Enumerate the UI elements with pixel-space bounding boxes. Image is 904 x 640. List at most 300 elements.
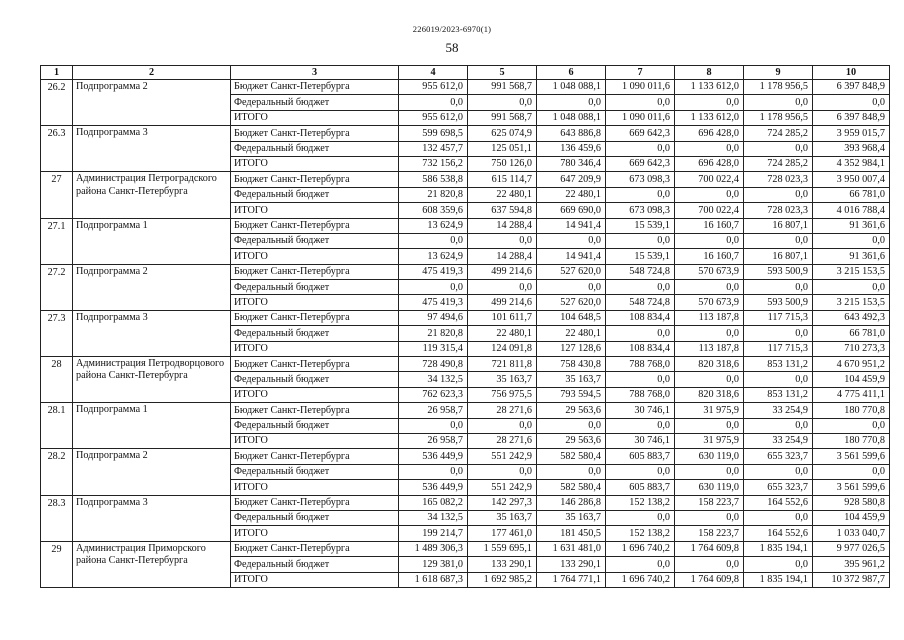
- funding-source: ИТОГО: [231, 480, 399, 495]
- year-value: 593 500,9: [744, 264, 813, 279]
- year-value: 35 163,7: [537, 510, 606, 525]
- funding-source: Бюджет Санкт-Петербурга: [231, 218, 399, 233]
- year-value: 125 051,1: [468, 141, 537, 156]
- year-value: 14 288,4: [468, 218, 537, 233]
- year-value: 0,0: [468, 233, 537, 248]
- year-value: 113 187,8: [675, 341, 744, 356]
- funding-source: Бюджет Санкт-Петербурга: [231, 80, 399, 95]
- year-value: 955 612,0: [399, 110, 468, 125]
- year-value: 570 673,9: [675, 295, 744, 310]
- year-value: 0,0: [744, 95, 813, 110]
- total-value: 10 372 987,7: [813, 572, 890, 587]
- year-value: 548 724,8: [606, 264, 675, 279]
- column-header: 7: [606, 66, 675, 80]
- year-value: 955 612,0: [399, 80, 468, 95]
- year-value: 756 975,5: [468, 387, 537, 402]
- funding-source: ИТОГО: [231, 433, 399, 448]
- table-row: [41, 126, 890, 141]
- year-value: 16 160,7: [675, 218, 744, 233]
- year-value: 15 539,1: [606, 218, 675, 233]
- year-value: 605 883,7: [606, 449, 675, 464]
- year-value: 0,0: [537, 95, 606, 110]
- year-value: 599 698,5: [399, 126, 468, 141]
- year-value: 30 746,1: [606, 403, 675, 418]
- year-value: 1 835 194,1: [744, 572, 813, 587]
- item-name: Подпрограмма 2: [73, 449, 231, 495]
- year-value: 1 631 481,0: [537, 541, 606, 556]
- year-value: 0,0: [744, 372, 813, 387]
- year-value: 177 461,0: [468, 526, 537, 541]
- funding-source: Федеральный бюджет: [231, 557, 399, 572]
- year-value: 26 958,7: [399, 433, 468, 448]
- item-name: Подпрограмма 3: [73, 310, 231, 356]
- year-value: 152 138,2: [606, 495, 675, 510]
- year-value: 31 975,9: [675, 403, 744, 418]
- year-value: 551 242,9: [468, 449, 537, 464]
- funding-source: ИТОГО: [231, 341, 399, 356]
- year-value: 499 214,6: [468, 295, 537, 310]
- table-row: [41, 495, 890, 510]
- year-value: 117 715,3: [744, 341, 813, 356]
- total-value: 66 781,0: [813, 187, 890, 202]
- year-value: 630 119,0: [675, 449, 744, 464]
- year-value: 13 624,9: [399, 218, 468, 233]
- total-value: 3 215 153,5: [813, 264, 890, 279]
- year-value: 700 022,4: [675, 203, 744, 218]
- year-value: 732 156,2: [399, 156, 468, 171]
- funding-source: Федеральный бюджет: [231, 280, 399, 295]
- funding-source: Бюджет Санкт-Петербурга: [231, 403, 399, 418]
- year-value: 643 886,8: [537, 126, 606, 141]
- item-code: 26.3: [41, 126, 73, 172]
- year-value: 0,0: [675, 326, 744, 341]
- year-value: 0,0: [399, 233, 468, 248]
- year-value: 0,0: [468, 280, 537, 295]
- year-value: 724 285,2: [744, 156, 813, 171]
- year-value: 29 563,6: [537, 403, 606, 418]
- total-value: 4 352 984,1: [813, 156, 890, 171]
- year-value: 164 552,6: [744, 495, 813, 510]
- column-header: 5: [468, 66, 537, 80]
- year-value: 28 271,6: [468, 433, 537, 448]
- total-value: 3 950 007,4: [813, 172, 890, 187]
- column-number-row: [41, 66, 890, 80]
- total-value: 0,0: [813, 418, 890, 433]
- year-value: 108 834,4: [606, 310, 675, 325]
- item-name: Администрация Петродворцового района Санкт-Петербурга: [73, 357, 231, 403]
- year-value: 136 459,6: [537, 141, 606, 156]
- year-value: 14 288,4: [468, 249, 537, 264]
- year-value: 608 359,6: [399, 203, 468, 218]
- total-value: 4 670 951,2: [813, 357, 890, 372]
- total-value: 0,0: [813, 233, 890, 248]
- year-value: 0,0: [537, 418, 606, 433]
- year-value: 0,0: [744, 187, 813, 202]
- year-value: 101 611,7: [468, 310, 537, 325]
- total-value: 3 561 599,6: [813, 449, 890, 464]
- year-value: 820 318,6: [675, 387, 744, 402]
- year-value: 527 620,0: [537, 264, 606, 279]
- year-value: 0,0: [675, 187, 744, 202]
- year-value: 0,0: [606, 280, 675, 295]
- table-body: [41, 80, 890, 588]
- total-value: 91 361,6: [813, 218, 890, 233]
- year-value: 22 480,1: [468, 326, 537, 341]
- year-value: 0,0: [606, 557, 675, 572]
- year-value: 108 834,4: [606, 341, 675, 356]
- year-value: 29 563,6: [537, 433, 606, 448]
- year-value: 14 941,4: [537, 218, 606, 233]
- column-header: 3: [231, 66, 399, 80]
- item-code: 26.2: [41, 80, 73, 126]
- year-value: 1 178 956,5: [744, 80, 813, 95]
- year-value: 0,0: [744, 418, 813, 433]
- year-value: 0,0: [606, 233, 675, 248]
- year-value: 21 820,8: [399, 326, 468, 341]
- total-value: 4 016 788,4: [813, 203, 890, 218]
- item-code: 29: [41, 541, 73, 587]
- funding-source: Федеральный бюджет: [231, 187, 399, 202]
- column-header: 9: [744, 66, 813, 80]
- year-value: 34 132,5: [399, 372, 468, 387]
- year-value: 615 114,7: [468, 172, 537, 187]
- year-value: 16 807,1: [744, 249, 813, 264]
- year-value: 728 023,3: [744, 172, 813, 187]
- funding-source: Бюджет Санкт-Петербурга: [231, 357, 399, 372]
- funding-source: ИТОГО: [231, 249, 399, 264]
- year-value: 728 023,3: [744, 203, 813, 218]
- table-row: [41, 264, 890, 279]
- year-value: 146 286,8: [537, 495, 606, 510]
- funding-source: Бюджет Санкт-Петербурга: [231, 541, 399, 556]
- total-value: 3 215 153,5: [813, 295, 890, 310]
- year-value: 0,0: [468, 464, 537, 479]
- funding-source: Федеральный бюджет: [231, 326, 399, 341]
- total-value: 4 775 411,1: [813, 387, 890, 402]
- year-value: 16 807,1: [744, 218, 813, 233]
- year-value: 0,0: [468, 95, 537, 110]
- year-value: 0,0: [744, 464, 813, 479]
- total-value: 104 459,9: [813, 372, 890, 387]
- year-value: 104 648,5: [537, 310, 606, 325]
- item-code: 27.3: [41, 310, 73, 356]
- year-value: 724 285,2: [744, 126, 813, 141]
- year-value: 22 480,1: [537, 187, 606, 202]
- year-value: 1 048 088,1: [537, 110, 606, 125]
- item-name: Подпрограмма 1: [73, 218, 231, 264]
- year-value: 605 883,7: [606, 480, 675, 495]
- year-value: 129 381,0: [399, 557, 468, 572]
- total-value: 710 273,3: [813, 341, 890, 356]
- funding-source: Федеральный бюджет: [231, 141, 399, 156]
- funding-source: Бюджет Санкт-Петербурга: [231, 172, 399, 187]
- year-value: 0,0: [399, 280, 468, 295]
- table-row: [41, 172, 890, 187]
- year-value: 0,0: [606, 95, 675, 110]
- item-name: Подпрограмма 1: [73, 403, 231, 449]
- item-name: Подпрограмма 2: [73, 80, 231, 126]
- year-value: 0,0: [399, 464, 468, 479]
- year-value: 0,0: [744, 141, 813, 156]
- year-value: 1 178 956,5: [744, 110, 813, 125]
- table-row: [41, 310, 890, 325]
- year-value: 721 811,8: [468, 357, 537, 372]
- year-value: 113 187,8: [675, 310, 744, 325]
- year-value: 1 835 194,1: [744, 541, 813, 556]
- year-value: 788 768,0: [606, 387, 675, 402]
- total-value: 395 961,2: [813, 557, 890, 572]
- year-value: 1 764 609,8: [675, 572, 744, 587]
- item-name: Администрация Петроградского района Санкт-Петербурга: [73, 172, 231, 218]
- total-value: 104 459,9: [813, 510, 890, 525]
- year-value: 669 690,0: [537, 203, 606, 218]
- year-value: 22 480,1: [537, 326, 606, 341]
- column-header: 1: [41, 66, 73, 80]
- year-value: 673 098,3: [606, 172, 675, 187]
- funding-source: Бюджет Санкт-Петербурга: [231, 264, 399, 279]
- year-value: 0,0: [675, 141, 744, 156]
- year-value: 820 318,6: [675, 357, 744, 372]
- year-value: 34 132,5: [399, 510, 468, 525]
- year-value: 158 223,7: [675, 526, 744, 541]
- total-value: 643 492,3: [813, 310, 890, 325]
- year-value: 582 580,4: [537, 449, 606, 464]
- year-value: 700 022,4: [675, 172, 744, 187]
- year-value: 0,0: [606, 418, 675, 433]
- table-row: [41, 357, 890, 372]
- funding-source: ИТОГО: [231, 203, 399, 218]
- item-code: 28.3: [41, 495, 73, 541]
- total-value: 0,0: [813, 280, 890, 295]
- year-value: 0,0: [744, 510, 813, 525]
- year-value: 0,0: [606, 187, 675, 202]
- item-name: Подпрограмма 3: [73, 126, 231, 172]
- year-value: 536 449,9: [399, 449, 468, 464]
- year-value: 758 430,8: [537, 357, 606, 372]
- year-value: 655 323,7: [744, 449, 813, 464]
- year-value: 142 297,3: [468, 495, 537, 510]
- year-value: 1 133 612,0: [675, 110, 744, 125]
- year-value: 625 074,9: [468, 126, 537, 141]
- item-name: Администрация Приморского района Санкт-Петербурга: [73, 541, 231, 587]
- year-value: 0,0: [744, 280, 813, 295]
- funding-source: Федеральный бюджет: [231, 418, 399, 433]
- funding-source: Федеральный бюджет: [231, 95, 399, 110]
- funding-source: Федеральный бюджет: [231, 510, 399, 525]
- year-value: 119 315,4: [399, 341, 468, 356]
- total-value: 91 361,6: [813, 249, 890, 264]
- funding-source: ИТОГО: [231, 526, 399, 541]
- total-value: 180 770,8: [813, 433, 890, 448]
- year-value: 673 098,3: [606, 203, 675, 218]
- year-value: 1 696 740,2: [606, 572, 675, 587]
- year-value: 551 242,9: [468, 480, 537, 495]
- year-value: 536 449,9: [399, 480, 468, 495]
- table-row: [41, 218, 890, 233]
- year-value: 669 642,3: [606, 126, 675, 141]
- year-value: 0,0: [675, 233, 744, 248]
- year-value: 728 490,8: [399, 357, 468, 372]
- column-header: 6: [537, 66, 606, 80]
- year-value: 132 457,7: [399, 141, 468, 156]
- year-value: 853 131,2: [744, 387, 813, 402]
- year-value: 0,0: [675, 464, 744, 479]
- funding-source: Федеральный бюджет: [231, 233, 399, 248]
- year-value: 780 346,4: [537, 156, 606, 171]
- item-code: 27.1: [41, 218, 73, 264]
- year-value: 158 223,7: [675, 495, 744, 510]
- year-value: 30 746,1: [606, 433, 675, 448]
- year-value: 14 941,4: [537, 249, 606, 264]
- column-header: 10: [813, 66, 890, 80]
- item-code: 28.2: [41, 449, 73, 495]
- year-value: 1 764 771,1: [537, 572, 606, 587]
- year-value: 696 428,0: [675, 156, 744, 171]
- total-value: 6 397 848,9: [813, 110, 890, 125]
- year-value: 199 214,7: [399, 526, 468, 541]
- year-value: 1 048 088,1: [537, 80, 606, 95]
- year-value: 0,0: [606, 464, 675, 479]
- year-value: 21 820,8: [399, 187, 468, 202]
- year-value: 0,0: [675, 280, 744, 295]
- total-value: 9 977 026,5: [813, 541, 890, 556]
- year-value: 0,0: [537, 233, 606, 248]
- year-value: 991 568,7: [468, 110, 537, 125]
- year-value: 0,0: [606, 141, 675, 156]
- total-value: 6 397 848,9: [813, 80, 890, 95]
- year-value: 0,0: [606, 510, 675, 525]
- year-value: 1 618 687,3: [399, 572, 468, 587]
- item-name: Подпрограмма 2: [73, 264, 231, 310]
- year-value: 33 254,9: [744, 403, 813, 418]
- year-value: 35 163,7: [537, 372, 606, 387]
- year-value: 630 119,0: [675, 480, 744, 495]
- year-value: 0,0: [744, 557, 813, 572]
- table-row: [41, 541, 890, 556]
- year-value: 165 082,2: [399, 495, 468, 510]
- column-header: 4: [399, 66, 468, 80]
- year-value: 669 642,3: [606, 156, 675, 171]
- funding-source: ИТОГО: [231, 387, 399, 402]
- table-row: [41, 403, 890, 418]
- year-value: 475 419,3: [399, 295, 468, 310]
- year-value: 1 696 740,2: [606, 541, 675, 556]
- total-value: 1 033 040,7: [813, 526, 890, 541]
- page-number: 58: [445, 40, 459, 55]
- item-code: 28.1: [41, 403, 73, 449]
- table-row: [41, 449, 890, 464]
- budget-table: [40, 65, 890, 588]
- funding-source: ИТОГО: [231, 295, 399, 310]
- document-number: 226019/2023-6970(1): [412, 24, 492, 34]
- year-value: 26 958,7: [399, 403, 468, 418]
- total-value: 393 968,4: [813, 141, 890, 156]
- year-value: 570 673,9: [675, 264, 744, 279]
- year-value: 0,0: [744, 326, 813, 341]
- year-value: 16 160,7: [675, 249, 744, 264]
- item-code: 28: [41, 357, 73, 403]
- year-value: 0,0: [675, 418, 744, 433]
- total-value: 66 781,0: [813, 326, 890, 341]
- year-value: 164 552,6: [744, 526, 813, 541]
- year-value: 750 126,0: [468, 156, 537, 171]
- year-value: 0,0: [675, 510, 744, 525]
- year-value: 1 133 612,0: [675, 80, 744, 95]
- funding-source: Федеральный бюджет: [231, 372, 399, 387]
- year-value: 0,0: [606, 326, 675, 341]
- year-value: 31 975,9: [675, 433, 744, 448]
- year-value: 152 138,2: [606, 526, 675, 541]
- year-value: 33 254,9: [744, 433, 813, 448]
- year-value: 133 290,1: [468, 557, 537, 572]
- year-value: 117 715,3: [744, 310, 813, 325]
- funding-source: ИТОГО: [231, 572, 399, 587]
- year-value: 586 538,8: [399, 172, 468, 187]
- total-value: 3 959 015,7: [813, 126, 890, 141]
- year-value: 582 580,4: [537, 480, 606, 495]
- funding-source: Бюджет Санкт-Петербурга: [231, 310, 399, 325]
- total-value: 180 770,8: [813, 403, 890, 418]
- year-value: 124 091,8: [468, 341, 537, 356]
- year-value: 475 419,3: [399, 264, 468, 279]
- funding-source: Бюджет Санкт-Петербурга: [231, 449, 399, 464]
- total-value: 3 561 599,6: [813, 480, 890, 495]
- funding-source: ИТОГО: [231, 110, 399, 125]
- year-value: 991 568,7: [468, 80, 537, 95]
- year-value: 28 271,6: [468, 403, 537, 418]
- year-value: 548 724,8: [606, 295, 675, 310]
- year-value: 793 594,5: [537, 387, 606, 402]
- year-value: 1 489 306,3: [399, 541, 468, 556]
- item-code: 27.2: [41, 264, 73, 310]
- year-value: 133 290,1: [537, 557, 606, 572]
- year-value: 647 209,9: [537, 172, 606, 187]
- item-name: Подпрограмма 3: [73, 495, 231, 541]
- year-value: 0,0: [399, 418, 468, 433]
- table-row: [41, 80, 890, 95]
- funding-source: Бюджет Санкт-Петербурга: [231, 126, 399, 141]
- year-value: 0,0: [468, 418, 537, 433]
- year-value: 1 090 011,6: [606, 80, 675, 95]
- year-value: 0,0: [399, 95, 468, 110]
- year-value: 593 500,9: [744, 295, 813, 310]
- year-value: 655 323,7: [744, 480, 813, 495]
- year-value: 35 163,7: [468, 372, 537, 387]
- column-header: 2: [73, 66, 231, 80]
- year-value: 181 450,5: [537, 526, 606, 541]
- year-value: 35 163,7: [468, 510, 537, 525]
- year-value: 0,0: [675, 372, 744, 387]
- year-value: 22 480,1: [468, 187, 537, 202]
- year-value: 0,0: [537, 280, 606, 295]
- year-value: 696 428,0: [675, 126, 744, 141]
- year-value: 762 623,3: [399, 387, 468, 402]
- year-value: 527 620,0: [537, 295, 606, 310]
- year-value: 499 214,6: [468, 264, 537, 279]
- funding-source: Федеральный бюджет: [231, 464, 399, 479]
- year-value: 637 594,8: [468, 203, 537, 218]
- year-value: 0,0: [675, 95, 744, 110]
- year-value: 127 128,6: [537, 341, 606, 356]
- total-value: 0,0: [813, 464, 890, 479]
- year-value: 0,0: [675, 557, 744, 572]
- year-value: 97 494,6: [399, 310, 468, 325]
- year-value: 0,0: [537, 464, 606, 479]
- year-value: 1 692 985,2: [468, 572, 537, 587]
- year-value: 1 559 695,1: [468, 541, 537, 556]
- year-value: 0,0: [744, 233, 813, 248]
- total-value: 928 580,8: [813, 495, 890, 510]
